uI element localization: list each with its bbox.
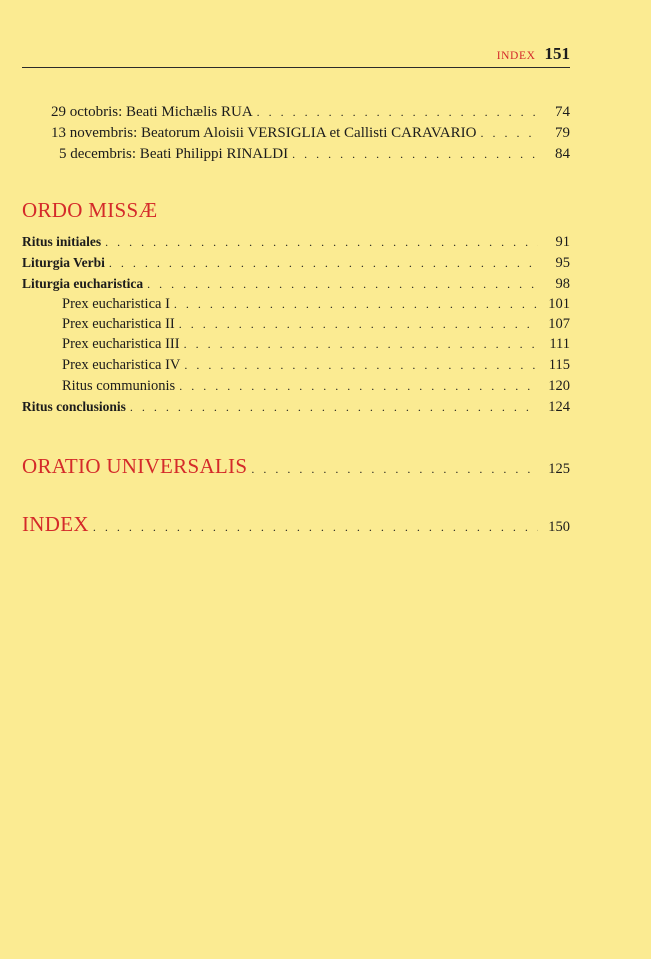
toc-entry-page: 120: [548, 378, 570, 394]
toc-entry-page: 115: [548, 357, 570, 373]
toc-entry: [51, 125, 570, 142]
dot-leader: [184, 358, 538, 373]
dot-leader: [292, 147, 538, 162]
toc-entry-title: Liturgia Verbi: [22, 255, 105, 270]
dot-leader: [251, 462, 538, 477]
toc-entry-title: INDEX: [22, 512, 89, 536]
toc-entry: [22, 255, 570, 272]
section-title-ordo-missae: ORDO MISSÆ: [22, 198, 158, 222]
dot-leader: [147, 277, 538, 292]
header-label: INDEX: [496, 50, 536, 62]
toc-entry-title: Ritus communionis: [62, 378, 176, 394]
toc-entry-title: 13 novembris: Beatorum Aloisii VERSIGLIA et Callisti CARAVARIO: [51, 125, 477, 141]
dot-leader: [179, 379, 538, 394]
toc-entry-page: 101: [548, 296, 570, 312]
toc-entry-page: 84: [555, 146, 570, 162]
running-header: [22, 44, 570, 64]
toc-entry: [62, 336, 570, 353]
toc-entry-page: 98: [555, 276, 570, 292]
dot-leader: [480, 126, 538, 141]
toc-entry: [59, 146, 570, 163]
toc-entry-index: [22, 512, 570, 537]
dot-leader: [109, 256, 538, 271]
toc-entry-title: 29 octobris: Beati Michælis RUA: [51, 104, 253, 120]
dot-leader: [130, 400, 538, 415]
toc-entry: [51, 104, 570, 121]
toc-entry-title: Prex eucharistica IV: [62, 357, 181, 373]
toc-entry-title: Prex eucharistica I: [62, 296, 170, 312]
toc-entry-page: 150: [548, 519, 570, 535]
dot-leader: [93, 520, 538, 535]
toc-entry-title: Prex eucharistica III: [62, 336, 180, 352]
page-number: 151: [544, 44, 570, 63]
toc-entry-page: 107: [548, 316, 570, 332]
toc-entry-page: 74: [555, 104, 570, 120]
toc-entry: [62, 357, 570, 374]
dot-leader: [179, 317, 538, 332]
toc-entry: [22, 234, 570, 251]
toc-entry: [22, 276, 570, 293]
toc-entry-page: 124: [548, 399, 570, 415]
toc-entry-page: 95: [555, 255, 570, 271]
toc-entry-page: 91: [555, 234, 570, 250]
dot-leader: [257, 105, 538, 120]
header-rule: [22, 67, 570, 68]
toc-entry-oratio-universalis: [22, 454, 570, 479]
toc-entry-page: 79: [555, 125, 570, 141]
toc-entry-title: ORATIO UNIVERSALIS: [22, 454, 248, 478]
toc-entry-page: 125: [548, 461, 570, 477]
toc-entry: [62, 378, 570, 395]
dot-leader: [174, 297, 538, 312]
toc-entry-title: Liturgia eucharistica: [22, 276, 144, 291]
dot-leader: [105, 235, 538, 250]
toc-entry-title: 5 decembris: Beati Philippi RINALDI: [59, 146, 289, 162]
dot-leader: [184, 337, 538, 352]
toc-entry: [22, 399, 570, 416]
toc-entry-page: 111: [549, 336, 570, 352]
toc-entry-title: Prex eucharistica II: [62, 316, 175, 332]
toc-entry-title: Ritus initiales: [22, 234, 102, 249]
toc-entry-title: Ritus conclusionis: [22, 399, 126, 414]
toc-entry: [62, 296, 570, 313]
toc-entry: [62, 316, 570, 333]
